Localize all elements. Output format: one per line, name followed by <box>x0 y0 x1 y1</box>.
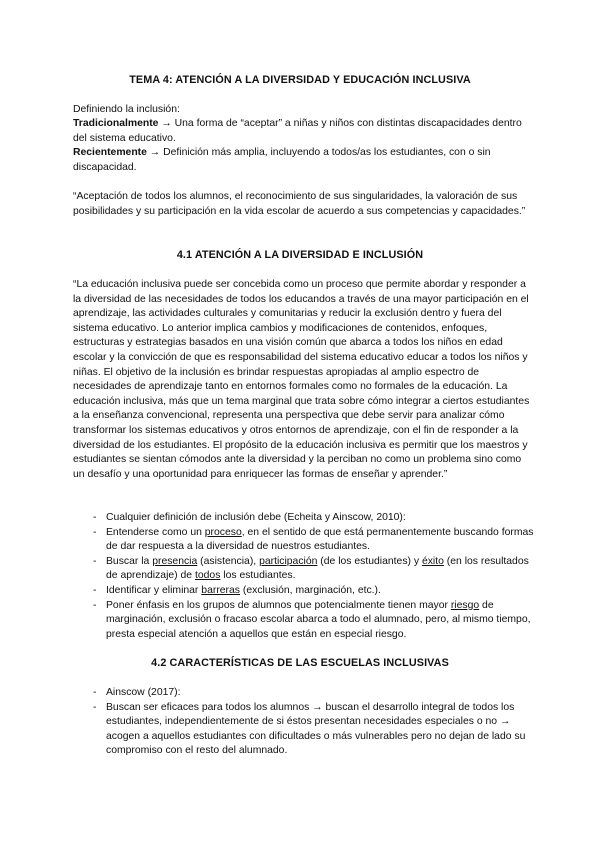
underlined-term: presencia <box>152 555 198 567</box>
list-item <box>73 701 537 759</box>
list-item-text: Entenderse como un <box>106 526 205 538</box>
list-item <box>73 526 537 555</box>
section-1-quote: “La educación inclusiva puede ser concebida como un proceso que permite abordar y responder a la diversidad de las necesidades de todos los educandos a través de una mayor participación en el aprendizaje, las actividades culturales y comunitarias y reducir la exclusión dentro y fuera del sistema educativo. Lo anterior implica cambios y modificaciones de contenidos, enfoques, estructuras y estrategias basados en una visión común que abarca a todos los niños en edad escolar y la convicción de que es responsabilidad del sistema educativo educar a todos los niños y niñas. El objetivo de la inclusión es brindar respuestas apropiadas al amplio espectro de necesidades de aprendizaje tanto en entornos formales como no formales de la educación. La educación inclusiva, más que un tema marginal que trata sobre cómo integrar a ciertos estudiantes a la enseñanza convencional, representa una perspectiva que debe servir para analizar cómo transformar los sistemas educativos y otros entornos de aprendizaje, con el fin de responder a la diversidad de los estudiantes. El propósito de la educación inclusiva es permitir que los maestros y estudiantes se sientan cómodos ante la diversidad y la perciban no como un problema sino como un desafío y una oportunidad para enriquecer las formas de enseñar y aprender.” <box>73 279 530 480</box>
section-1-bullet-list <box>73 511 537 642</box>
intro-label: Definiendo la inclusión: <box>73 104 180 115</box>
recent-text: → Definición más amplia, incluyendo a todos/as los estudiantes, con o sin discapacidad. <box>73 147 491 173</box>
recent-term: Recientemente <box>73 147 147 158</box>
traditional-text: → Una forma de “aceptar” a niñas y niños con distintas discapacidades dentro del sistema educativo. <box>73 118 522 144</box>
list-item <box>73 584 537 599</box>
intro-quote: “Aceptación de todos los alumnos, el reconocimiento de sus singularidades, la valoración de sus posibilidades y su participación en la vida escolar de acuerdo a sus competencias y capacidades.” <box>73 191 526 217</box>
section-2-heading: 4.2 CARACTERÍSTICAS DE LAS ESCUELAS INCLUSIVAS <box>151 657 449 669</box>
bullet-dash: - <box>93 555 97 567</box>
list-item <box>73 599 537 643</box>
list-item-text: Identificar y eliminar <box>106 584 202 596</box>
underlined-term: participación <box>259 555 318 567</box>
underlined-term: todos <box>194 570 221 582</box>
section-1-heading: 4.1 ATENCIÓN A LA DIVERSIDAD E INCLUSIÓN <box>176 249 424 261</box>
bullet-dash: - <box>93 701 97 713</box>
list-item-text: Poner énfasis en los grupos de alumnos que potencialmente tienen mayor <box>106 599 451 611</box>
list-item-text: Buscan ser eficaces para todos los alumnos → buscan el desarrollo integral de todos los estudiantes, independientemente de si éstos presentan necesidades especiales o no → acogen a aquellos estudiantes con dificultades o más vulnerables pero no dejan de lado su compromiso con el resto del alumnado. <box>106 701 526 757</box>
list-item-text: los estudiantes. <box>220 570 296 582</box>
list-item-text: Cualquier definición de inclusión debe (Echeita y Ainscow, 2010): <box>106 512 406 523</box>
underlined-term: proceso <box>204 526 242 538</box>
bullet-dash: - <box>93 526 97 538</box>
bullet-dash: - <box>93 599 97 611</box>
page-title: TEMA 4: ATENCIÓN A LA DIVERSIDAD Y EDUCACIÓN INCLUSIVA <box>129 74 471 86</box>
section-2-bullet-list <box>73 686 537 759</box>
traditional-term: Tradicionalmente <box>73 118 159 129</box>
list-item-text: , en el sentido de que está permanentemente buscando formas de dar respuesta a la diversidad de nuestros estudiantes. <box>106 526 534 553</box>
bullet-dash: - <box>93 584 97 596</box>
list-item-text: (en los resultados de aprendizaje) de <box>106 555 529 582</box>
list-item <box>73 555 537 584</box>
bullet-dash: - <box>93 512 97 523</box>
list-item-text: (exclusión, marginación, etc.). <box>240 584 381 596</box>
traditional-definition <box>73 117 535 146</box>
list-item <box>73 686 537 701</box>
list-item-text: (de los estudiantes) y <box>317 555 422 567</box>
recent-definition <box>73 146 535 175</box>
bullet-dash: - <box>93 687 97 698</box>
list-item-text: Ainscow (2017): <box>106 687 181 698</box>
underlined-term: riesgo <box>450 599 480 611</box>
list-item-text: Buscar la <box>106 555 153 567</box>
underlined-term: éxito <box>421 555 444 567</box>
list-item <box>73 511 537 526</box>
underlined-term: barreras <box>201 584 240 596</box>
list-item-text: de marginación, exclusión o fracaso escolar abarca a todo el alumnado, pero, al mismo tiempo, presta especial atención a aquellos que están en especial riesgo. <box>106 599 531 640</box>
list-item-text: (asistencia), <box>197 555 260 567</box>
